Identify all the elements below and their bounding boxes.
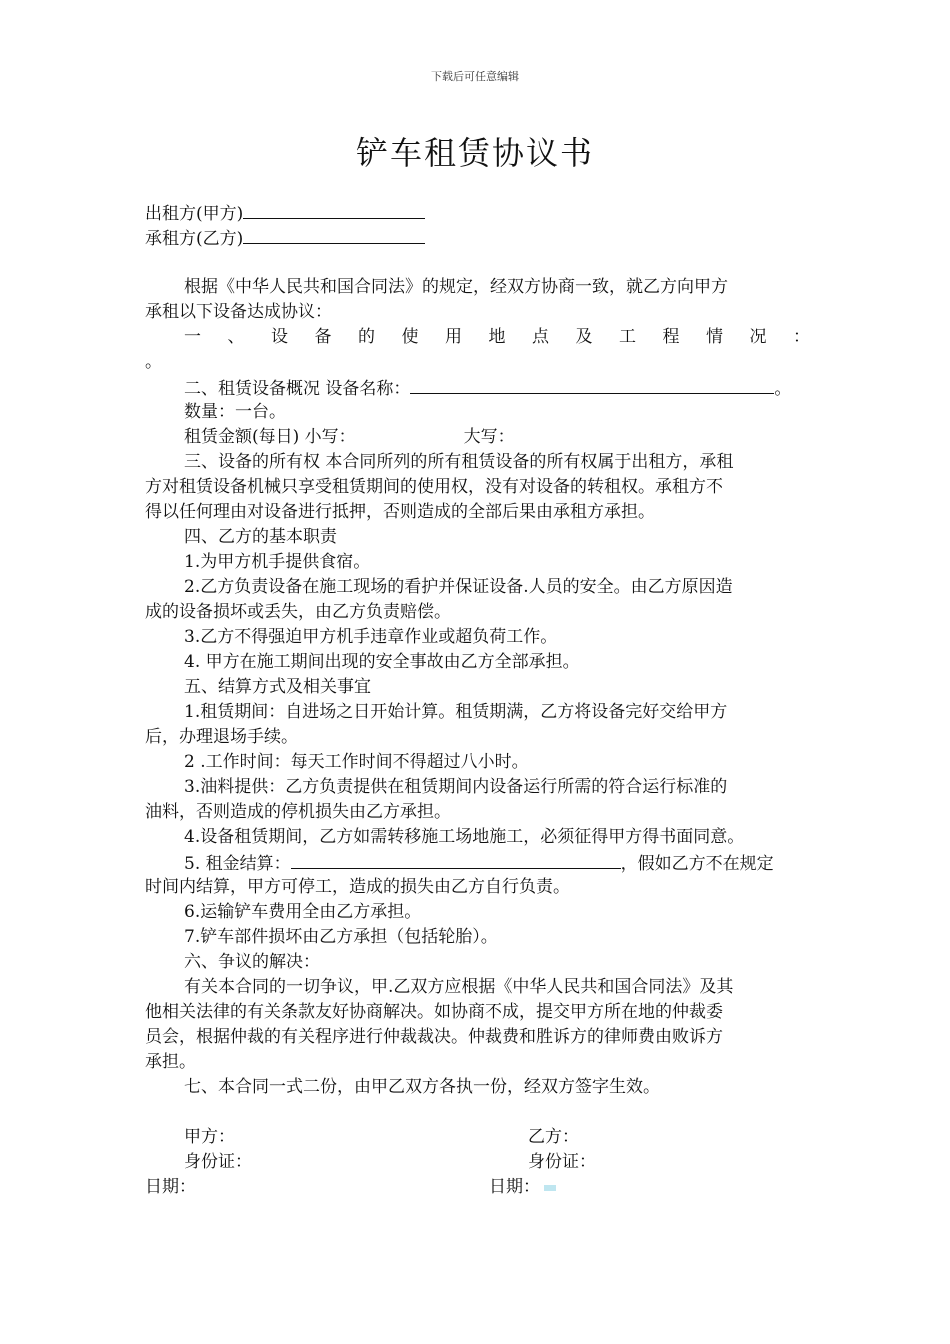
party-a-id: 身份证：: [184, 1152, 252, 1172]
settlement-blank[interactable]: [291, 850, 621, 869]
section1-spread: [184, 325, 810, 350]
section4-item: 2.乙方负责设备在施工现场的看护并保证设备.人员的安全。由乙方原因造: [184, 577, 733, 597]
rent-line: [184, 425, 849, 450]
party-b-signature: 乙方：: [528, 1127, 579, 1147]
settlement-suffix: ，假如乙方不在规定: [620, 854, 774, 874]
section6-line: 有关本合同的一切争议，甲.乙双方应根据《中华人民共和国合同法》及其: [184, 977, 734, 997]
section5-line: 4.设备租赁期间，乙方如需转移施工场地施工，必须征得甲方得书面同意。: [184, 827, 745, 847]
section6-line: 他相关法律的有关条款友好协商解决。如协商不成，提交甲方所在地的仲裁委: [145, 1002, 723, 1022]
section7-line: 七、本合同一式二份，由甲乙双方各执一份，经双方签字生效。: [184, 1077, 660, 1097]
section1-char: ：: [793, 327, 810, 347]
section3-line: 方对租赁设备机械只享受租赁期间的使用权，没有对设备的转租权。承租方不: [145, 477, 723, 497]
intro-line: 根据《中华人民共和国合同法》的规定，经双方协商一致，就乙方向甲方: [184, 277, 728, 297]
lessor-line: [145, 200, 810, 227]
lessee-line: [145, 225, 810, 252]
rent-big-label: 大写：: [463, 427, 515, 447]
section2-heading: 二、租赁设备概况 设备名称：: [184, 379, 411, 399]
section1-char: 、: [227, 327, 245, 347]
settlement-continuation: 时间内结算，甲方可停工，造成的损失由乙方自行负责。: [145, 877, 570, 897]
section1-char: 程: [662, 327, 680, 347]
section5-line: 后，办理退场手续。: [145, 727, 298, 747]
section1-char: 设: [271, 327, 288, 347]
section3-line: 得以任何理由对设备进行抵押，否则造成的全部后果由承租方承担。: [145, 502, 655, 522]
party-b-date: 日期：: [489, 1177, 540, 1197]
section5-line: 3.油料提供：乙方负责提供在租赁期间内设备运行所需的符合运行标准的: [184, 777, 728, 797]
section5-line: 2 .工作时间：每天工作时间不得超过八小时。: [184, 752, 529, 772]
document-title: 铲车租赁协议书: [355, 134, 594, 172]
section5-item7: 7.铲车部件损坏由乙方承担（包括轮胎）。: [184, 927, 498, 947]
settlement-line: [184, 850, 849, 877]
lessee-label: 承租方(乙方): [145, 229, 244, 249]
quantity-line: 数量：一台。: [184, 402, 286, 422]
settlement-label: 5. 租金结算：: [184, 854, 291, 874]
section6-heading: 六、争议的解决：: [184, 952, 320, 972]
equipment-name-blank[interactable]: [410, 375, 774, 394]
section3-line: 三、设备的所有权 本合同所列的所有租赁设备的所有权属于出租方，承租: [184, 452, 734, 472]
highlight-mark: [544, 1185, 556, 1191]
section4-item: 3.乙方不得强迫甲方机手违章作业或超负荷工作。: [184, 627, 558, 647]
party-b-id: 身份证：: [528, 1152, 596, 1172]
section5-line: 油料，否则造成的停机损失由乙方承担。: [145, 802, 451, 822]
section2-end: 。: [774, 379, 792, 399]
section1-char: 情: [706, 327, 723, 347]
section6-line: 员会，根据仲裁的有关程序进行仲裁裁决。仲裁费和胜诉方的律师费由败诉方: [145, 1027, 723, 1047]
section1-tail: 。: [145, 352, 162, 372]
section4-heading: 四、乙方的基本职责: [184, 527, 337, 547]
section1-char: 地: [488, 327, 506, 347]
lessee-blank[interactable]: [243, 225, 425, 244]
section1-char: 况: [749, 327, 767, 347]
section4-item: 4. 甲方在施工期间出现的安全事故由乙方全部承担。: [184, 652, 580, 672]
lessor-blank[interactable]: [243, 200, 425, 219]
lessor-label: 出租方(甲方): [145, 204, 244, 224]
section5-line: 1.租赁期间：自进场之日开始计算。租赁期满，乙方将设备完好交给甲方: [184, 702, 728, 722]
section1-char: 用: [445, 327, 462, 347]
intro-line: 承租以下设备达成协议：: [145, 302, 332, 322]
rent-small-label: 租赁金额(每日) 小写：: [184, 427, 356, 447]
section1-char: 的: [358, 327, 375, 347]
section1-char: 及: [575, 327, 593, 347]
section4-item: 成的设备损坏或丢失，由乙方负责赔偿。: [145, 602, 451, 622]
section1-char: 备: [314, 327, 332, 347]
section1-char: 一: [184, 327, 201, 347]
party-a-date: 日期：: [145, 1177, 196, 1197]
section5-heading: 五、结算方式及相关事宜: [184, 677, 371, 697]
page-header: 下载后可任意编辑: [431, 70, 519, 83]
party-a-signature: 甲方：: [184, 1127, 235, 1147]
section5-item6: 6.运输铲车费用全由乙方承担。: [184, 902, 422, 922]
section1-char: 使: [401, 327, 419, 347]
section6-line: 承担。: [145, 1052, 196, 1072]
section2-heading-line: [184, 375, 824, 402]
section1-char: 点: [532, 327, 549, 347]
section1-char: 工: [619, 327, 636, 347]
party-b-date-line: [489, 1175, 556, 1200]
section1-heading: [184, 325, 849, 350]
section4-item: 1.为甲方机手提供食宿。: [184, 552, 371, 572]
